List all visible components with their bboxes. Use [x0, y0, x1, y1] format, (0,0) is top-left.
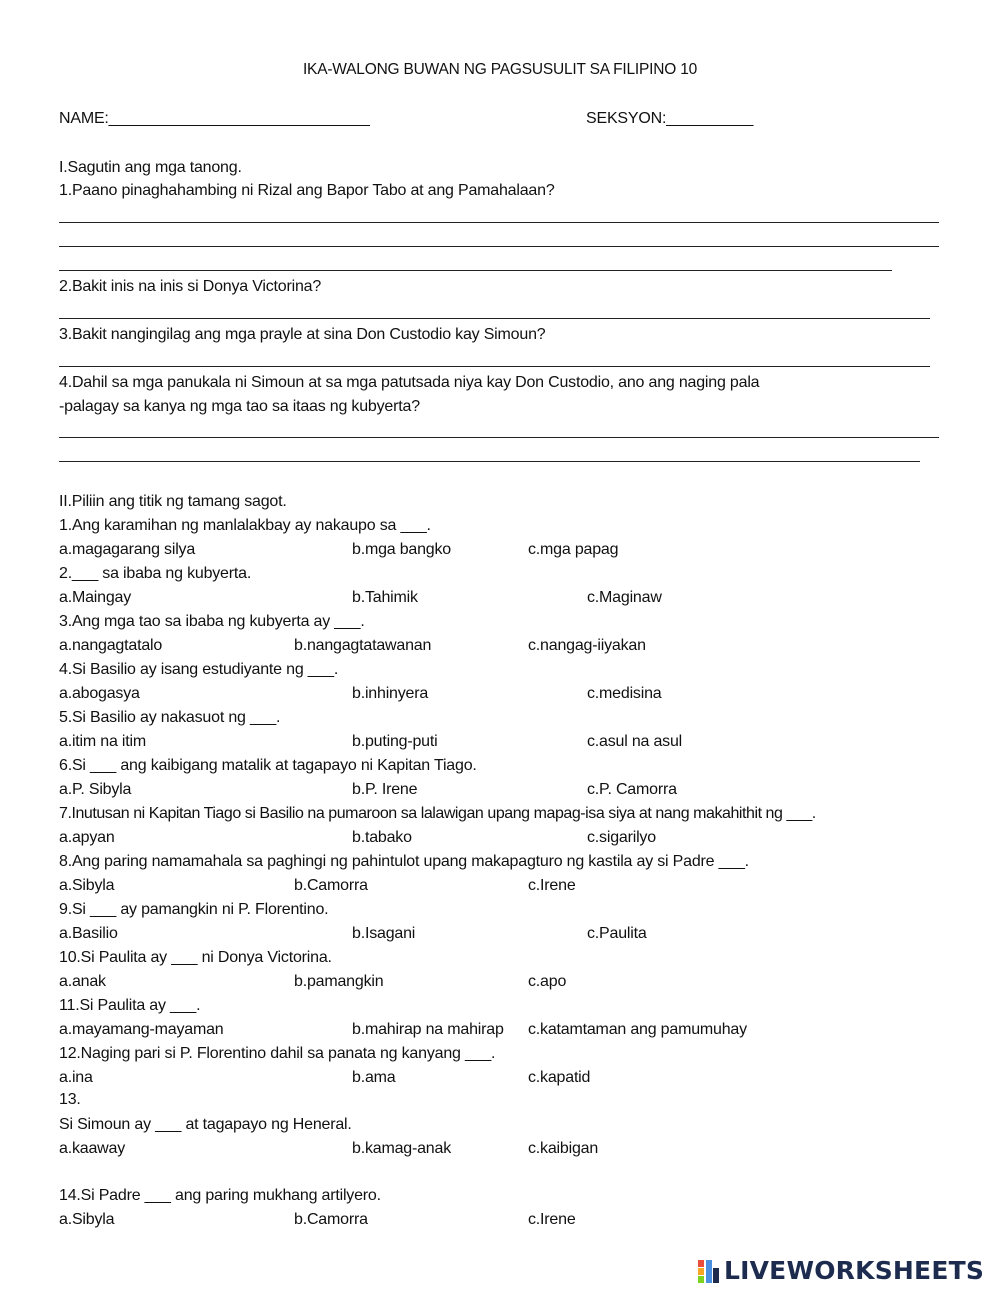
question-text: 10.Si Paulita ay ___ ni Donya Victorina. [59, 949, 332, 966]
choice-b[interactable]: b.P. Irene [352, 781, 418, 798]
choice-b[interactable]: b.tabako [352, 829, 412, 846]
question-text: 12.Naging pari si P. Florentino dahil sa panata ng kanyang ___. [59, 1045, 496, 1062]
choice-c[interactable]: c.nangag-iiyakan [528, 637, 646, 654]
choice-b[interactable]: b.puting-puti [352, 733, 438, 750]
page-title: IKA-WALONG BUWAN NG PAGSUSULIT SA FILIPINO 10 [302, 61, 698, 78]
choice-a[interactable]: a.mayamang-mayaman [59, 1021, 224, 1038]
choice-b[interactable]: b.mga bangko [352, 541, 452, 558]
question-number: 13. [59, 1091, 81, 1108]
choice-b[interactable]: b.inhinyera [352, 685, 429, 702]
question-text: 7.Inutusan ni Kapitan Tiago si Basilio na pumaroon sa lalawigan upang mapag-isa siya at nang makahithit ng ___. [59, 805, 816, 822]
liveworksheets-logo[interactable] [698, 1256, 984, 1286]
choice-a[interactable]: a.magagarang silya [59, 541, 196, 558]
choice-a[interactable]: a.Basilio [59, 925, 118, 942]
choice-c[interactable]: c.Maginaw [587, 589, 662, 606]
choice-a[interactable]: a.nangagtatalo [59, 637, 163, 654]
choice-c[interactable]: c.katamtaman ang pamumuhay [528, 1021, 747, 1038]
part1-heading: I.Sagutin ang mga tanong. [59, 159, 242, 176]
choice-a[interactable]: a.itim na itim [59, 733, 146, 750]
choice-b[interactable]: b.nangagtatawanan [294, 637, 432, 654]
question-text: 1.Ang karamihan ng manlalakbay ay nakaupo sa ___. [59, 517, 431, 534]
choice-a[interactable]: a.kaaway [59, 1140, 125, 1157]
choice-b[interactable]: b.Isagani [352, 925, 416, 942]
part1-question-4-cont: -palagay sa kanya ng mga tao sa itaas ng kubyerta? [59, 398, 420, 415]
choice-c[interactable]: c.medisina [587, 685, 662, 702]
part1-question-2: 2.Bakit inis na inis si Donya Victorina? [59, 278, 322, 295]
choice-b[interactable]: b.mahirap na mahirap [352, 1021, 504, 1038]
choice-c[interactable]: c.kapatid [528, 1069, 591, 1086]
question-text: 11.Si Paulita ay ___. [59, 997, 201, 1014]
choice-c[interactable]: c.Irene [528, 1211, 576, 1228]
choice-b[interactable]: b.ama [352, 1069, 396, 1086]
question-text: 9.Si ___ ay pamangkin ni P. Florentino. [59, 901, 329, 918]
part2-heading: II.Piliin ang titik ng tamang sagot. [59, 493, 287, 510]
answer-line[interactable] [59, 222, 939, 223]
answer-line[interactable] [59, 318, 930, 319]
question-text: Si Simoun ay ___ at tagapayo ng Heneral. [59, 1116, 352, 1133]
question-text: 4.Si Basilio ay isang estudiyante ng ___. [59, 661, 339, 678]
choice-b[interactable]: b.Tahimik [352, 589, 418, 606]
choice-a[interactable]: a.P. Sibyla [59, 781, 132, 798]
choice-c[interactable]: c.Irene [528, 877, 576, 894]
question-text: 6.Si ___ ang kaibigang matalik at tagapayo ni Kapitan Tiago. [59, 757, 477, 774]
question-text: 14.Si Padre ___ ang paring mukhang artilyero. [59, 1187, 381, 1204]
section-field[interactable]: SEKSYON:__________ [586, 110, 754, 127]
question-text: 8.Ang paring namamahala sa paghingi ng pahintulot upang makapagturo ng kastila ay si Padre ___. [59, 853, 749, 870]
liveworksheets-logo-text: LIVEWORKSHEETS [724, 1256, 985, 1285]
choice-a[interactable]: a.Sibyla [59, 877, 115, 894]
choice-b[interactable]: b.kamag-anak [352, 1140, 451, 1157]
choice-b[interactable]: b.pamangkin [294, 973, 384, 990]
answer-line[interactable] [59, 246, 939, 247]
question-text: 3.Ang mga tao sa ibaba ng kubyerta ay ___. [59, 613, 365, 630]
part1-question-4: 4.Dahil sa mga panukala ni Simoun at sa mga patutsada niya kay Don Custodio, ano ang naging pala [59, 374, 760, 391]
choice-c[interactable]: c.P. Camorra [587, 781, 677, 798]
name-field[interactable]: NAME:______________________________ [59, 110, 370, 127]
answer-line[interactable] [59, 366, 930, 367]
part1-question-3: 3.Bakit nangingilag ang mga prayle at sina Don Custodio kay Simoun? [59, 326, 546, 343]
answer-line[interactable] [59, 461, 920, 462]
choice-c[interactable]: c.kaibigan [528, 1140, 599, 1157]
choice-c[interactable]: c.apo [528, 973, 567, 990]
choice-a[interactable]: a.Sibyla [59, 1211, 115, 1228]
choice-a[interactable]: a.apyan [59, 829, 115, 846]
liveworksheets-logo-icon [698, 1258, 720, 1284]
choice-a[interactable]: a.abogasya [59, 685, 140, 702]
choice-c[interactable]: c.mga papag [528, 541, 619, 558]
choice-b[interactable]: b.Camorra [294, 1211, 368, 1228]
choice-b[interactable]: b.Camorra [294, 877, 368, 894]
answer-line[interactable] [59, 270, 892, 271]
choice-a[interactable]: a.Maingay [59, 589, 132, 606]
choice-c[interactable]: c.sigarilyo [587, 829, 656, 846]
choice-a[interactable]: a.ina [59, 1069, 93, 1086]
question-text: 5.Si Basilio ay nakasuot ng ___. [59, 709, 281, 726]
choice-c[interactable]: c.Paulita [587, 925, 647, 942]
part1-question-1: 1.Paano pinaghahambing ni Rizal ang Bapor Tabo at ang Pamahalaan? [59, 182, 555, 199]
answer-line[interactable] [59, 437, 939, 438]
choice-a[interactable]: a.anak [59, 973, 106, 990]
choice-c[interactable]: c.asul na asul [587, 733, 683, 750]
question-text: 2.___ sa ibaba ng kubyerta. [59, 565, 252, 582]
